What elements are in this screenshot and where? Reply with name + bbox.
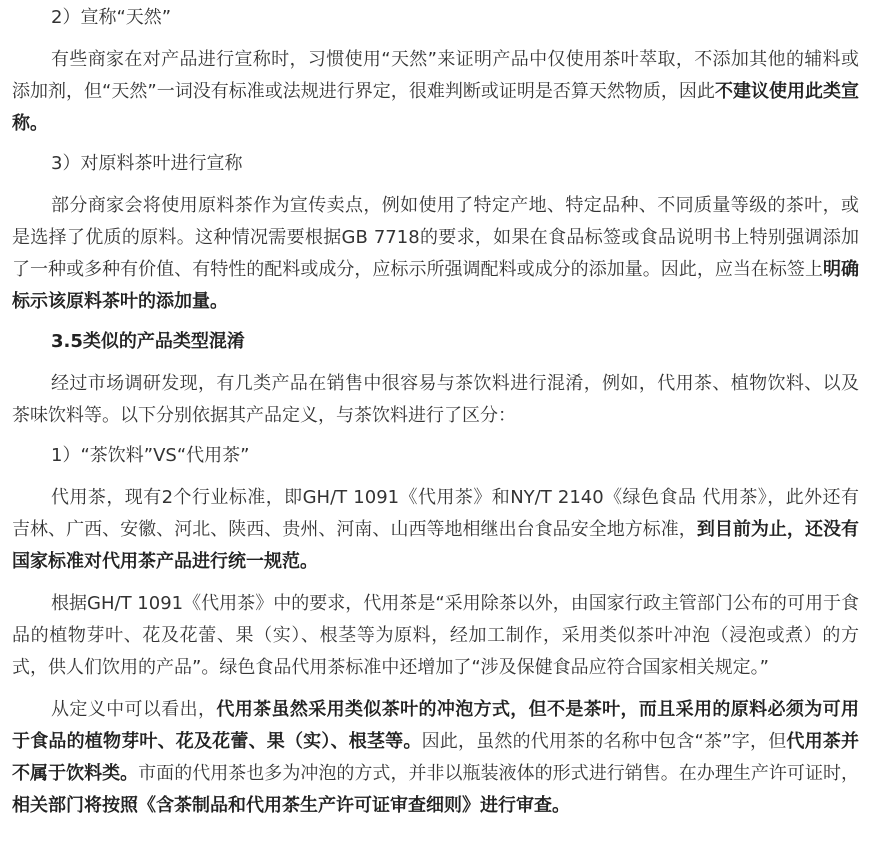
bold-emphasis: 代用茶虽然采用类似茶叶的冲泡方式，但不是茶叶，而且采用的原料必须为可用于食品的植物芽叶、花及花蕾、果（实）、根茎等。 xyxy=(12,699,860,752)
subheading-raw-tea-claim: 3）对原料茶叶进行宣称 xyxy=(51,153,243,174)
bold-emphasis: 相关部门将按照《含茶制品和代用茶生产许可证审查细则》进行审查。 xyxy=(12,795,570,816)
paragraph-text: 有些商家在对产品进行宣称时，习惯使用“天然”来证明产品中仅使用茶叶萃取，不添加其他的辅料或添加剂，但“天然”一词没有标准或法规进行界定，很难判断或证明是否算天然物质，因此 xyxy=(12,49,859,102)
bold-emphasis: 代用茶并不属于饮料类。 xyxy=(12,731,860,784)
paragraph-text: 因此，虽然的代用茶的名称中包含“茶”字，但 xyxy=(421,731,787,752)
paragraph-text: 从定义中可以看出， xyxy=(51,699,217,720)
paragraph-definition-conclusion xyxy=(12,694,859,822)
bold-emphasis: 明确标示该原料茶叶的添加量。 xyxy=(12,259,860,312)
paragraph-raw-tea-claim xyxy=(12,190,859,318)
paragraph-text: 部分商家会将使用原料茶作为宣传卖点，例如使用了特定产地、特定品种、不同质量等级的茶叶，或是选择了优质的原料。这种情况需要根据GB 7718的要求，如果在食品标签或食品说明书上特别强调添加了一种或多种有价值、有特性的配料或成分，应标示所强调配料或成分的添加量。因此，应当在标签上 xyxy=(12,195,859,280)
paragraph-market-research: 经过市场调研发现，有几类产品在销售中很容易与茶饮料进行混淆，例如，代用茶、植物饮料、以及茶味饮料等。以下分别依据其产品定义，与茶饮料进行了区分： xyxy=(12,373,859,426)
paragraph-text: 市面的代用茶也多为冲泡的方式，并非以瓶装液体的形式进行销售。在办理生产许可证时， xyxy=(138,763,859,784)
paragraph-substitute-tea-definition: 根据GH/T 1091《代用茶》中的要求，代用茶是“采用除茶以外，由国家行政主管部门公布的可用于食品的植物芽叶、花及花蕾、果（实）、根茎等为原料，经加工制作，采用类似茶叶冲泡（浸泡或煮）的方式，供人们饮用的产品”。绿色食品代用茶标准中还增加了“涉及保健食品应符合国家相关规定。” xyxy=(12,593,859,678)
document-page xyxy=(0,2,871,861)
paragraph-natural-claim xyxy=(12,44,859,140)
bold-emphasis: 不建议使用此类宣称。 xyxy=(12,81,860,134)
subheading-natural-claim: 2）宣称“天然” xyxy=(51,7,172,28)
bold-emphasis: 到目前为止，还没有国家标准对代用茶产品进行统一规范。 xyxy=(12,519,860,572)
paragraph-substitute-tea-standards xyxy=(12,482,859,578)
section-heading-3-5: 3.5类似的产品类型混淆 xyxy=(51,331,245,352)
subheading-tea-drink-vs-substitute: 1）“茶饮料”VS“代用茶” xyxy=(51,445,250,466)
paragraph-text: 代用茶，现有2个行业标准，即GH/T 1091《代用茶》和NY/T 2140《绿色食品 代用茶》，此外还有吉林、广西、安徽、河北、陕西、贵州、河南、山西等地相继出台食品安全地方标准， xyxy=(12,487,859,540)
